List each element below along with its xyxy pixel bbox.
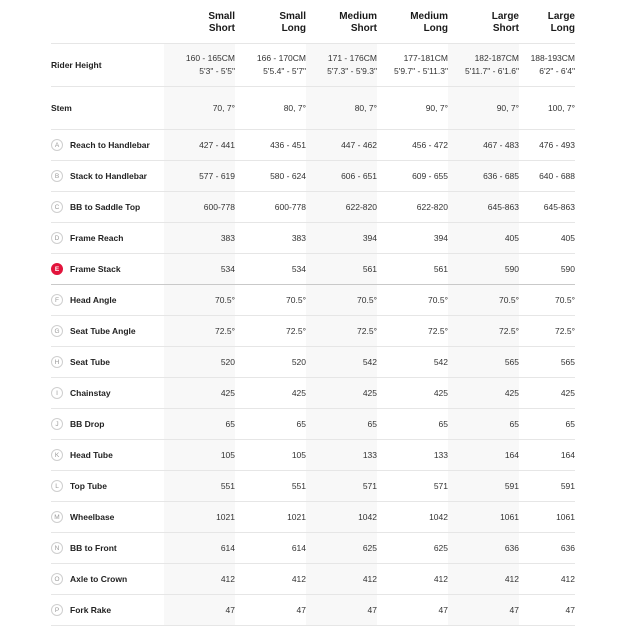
geometry-row — [51, 471, 575, 502]
value-cell: 591 — [519, 471, 575, 502]
geometry-table-container — [51, 0, 573, 626]
measurement-letter-badge[interactable]: I — [51, 387, 63, 399]
geometry-row — [51, 533, 575, 564]
size-name: Small — [208, 10, 235, 22]
value-cell: 65 — [377, 409, 448, 440]
measurement-letter-badge[interactable]: N — [51, 542, 63, 554]
value-cell: 447 - 462 — [306, 130, 377, 161]
value-cell: 645-863 — [519, 192, 575, 223]
height-cm: 188-193CM — [530, 53, 575, 63]
value-cell: 164 — [519, 440, 575, 471]
row-label: Top Tube — [70, 481, 107, 491]
rider-height-cell — [164, 44, 235, 87]
row-label-cell — [51, 254, 164, 285]
size-variant: Short — [350, 22, 377, 34]
measurement-letter-badge[interactable]: H — [51, 356, 63, 368]
value-cell: 133 — [377, 440, 448, 471]
row-label: Frame Stack — [70, 264, 121, 274]
value-cell: 412 — [164, 564, 235, 595]
measurement-letter-badge[interactable]: O — [51, 573, 63, 585]
row-label: Fork Rake — [70, 605, 112, 615]
measurement-letter-badge[interactable]: G — [51, 325, 63, 337]
rider-height-cell — [235, 44, 306, 87]
row-label-cell — [51, 595, 164, 626]
size-column-header — [306, 0, 377, 44]
value-cell: 72.5° — [448, 316, 519, 347]
value-cell: 70.5° — [519, 285, 575, 316]
measurement-letter-badge[interactable]: J — [51, 418, 63, 430]
value-cell: 571 — [306, 471, 377, 502]
geometry-row — [51, 223, 575, 254]
geometry-row — [51, 595, 575, 626]
geometry-row — [51, 502, 575, 533]
value-cell: 72.5° — [306, 316, 377, 347]
size-variant: Short — [208, 22, 235, 34]
stem-cell: 90, 7° — [377, 87, 448, 130]
value-cell: 456 - 472 — [377, 130, 448, 161]
geometry-row — [51, 254, 575, 285]
value-cell: 105 — [235, 440, 306, 471]
value-cell: 133 — [306, 440, 377, 471]
value-cell: 47 — [235, 595, 306, 626]
stem-cell: 90, 7° — [448, 87, 519, 130]
geometry-row — [51, 161, 575, 192]
geometry-row — [51, 285, 575, 316]
geometry-table — [51, 0, 575, 626]
row-label: Frame Reach — [70, 233, 124, 243]
value-cell: 412 — [377, 564, 448, 595]
row-label-cell — [51, 564, 164, 595]
row-label: BB to Front — [70, 543, 117, 553]
row-label: Chainstay — [70, 388, 111, 398]
size-variant: Long — [281, 22, 306, 34]
value-cell: 636 — [448, 533, 519, 564]
value-cell: 72.5° — [164, 316, 235, 347]
value-cell: 551 — [164, 471, 235, 502]
row-label: Axle to Crown — [70, 574, 128, 584]
value-cell: 65 — [235, 409, 306, 440]
value-cell: 47 — [377, 595, 448, 626]
value-cell: 405 — [519, 223, 575, 254]
value-cell: 609 - 655 — [377, 161, 448, 192]
stem-cell: 80, 7° — [235, 87, 306, 130]
rider-height-row — [51, 44, 575, 87]
height-ft: 5'5.4" - 5'7" — [263, 66, 306, 76]
value-cell: 70.5° — [448, 285, 519, 316]
value-cell: 72.5° — [519, 316, 575, 347]
row-label: BB to Saddle Top — [70, 202, 141, 212]
row-label-cell — [51, 471, 164, 502]
value-cell: 1021 — [235, 502, 306, 533]
value-cell: 412 — [306, 564, 377, 595]
value-cell: 561 — [377, 254, 448, 285]
row-label: Head Tube — [70, 450, 113, 460]
size-name: Small — [279, 10, 306, 22]
value-cell: 70.5° — [164, 285, 235, 316]
value-cell: 542 — [306, 347, 377, 378]
size-name: Large — [547, 10, 575, 22]
value-cell: 636 — [519, 533, 575, 564]
measurement-letter-badge[interactable]: P — [51, 604, 63, 616]
value-cell: 561 — [306, 254, 377, 285]
row-label-cell — [51, 502, 164, 533]
geometry-row — [51, 130, 575, 161]
rider-height-cell — [306, 44, 377, 87]
value-cell: 412 — [519, 564, 575, 595]
size-variant: Long — [550, 22, 575, 34]
value-cell: 1061 — [448, 502, 519, 533]
stem-cell: 70, 7° — [164, 87, 235, 130]
value-cell: 72.5° — [377, 316, 448, 347]
height-ft: 5'7.3" - 5'9.3" — [327, 66, 377, 76]
value-cell: 551 — [235, 471, 306, 502]
size-name: Medium — [410, 10, 448, 22]
size-variant: Long — [423, 22, 448, 34]
value-cell: 383 — [235, 223, 306, 254]
value-cell: 580 - 624 — [235, 161, 306, 192]
value-cell: 622-820 — [306, 192, 377, 223]
size-column-header — [377, 0, 448, 44]
rider-height-cell — [519, 44, 575, 87]
measurement-letter-badge[interactable]: A — [51, 139, 63, 151]
size-name: Medium — [339, 10, 377, 22]
value-cell: 577 - 619 — [164, 161, 235, 192]
value-cell: 534 — [235, 254, 306, 285]
value-cell: 405 — [448, 223, 519, 254]
size-name: Large — [491, 10, 519, 22]
value-cell: 640 - 688 — [519, 161, 575, 192]
value-cell: 625 — [377, 533, 448, 564]
geometry-row — [51, 378, 575, 409]
value-cell: 606 - 651 — [306, 161, 377, 192]
row-label: Reach to Handlebar — [70, 140, 150, 150]
geometry-row — [51, 316, 575, 347]
value-cell: 65 — [519, 409, 575, 440]
row-label: Wheelbase — [70, 512, 115, 522]
stem-row — [51, 87, 575, 130]
value-cell: 425 — [519, 378, 575, 409]
value-cell: 65 — [164, 409, 235, 440]
geometry-row — [51, 192, 575, 223]
value-cell: 520 — [235, 347, 306, 378]
row-label-cell — [51, 192, 164, 223]
value-cell: 542 — [377, 347, 448, 378]
value-cell: 70.5° — [235, 285, 306, 316]
row-label: Head Angle — [70, 295, 117, 305]
size-column-header — [519, 0, 575, 44]
value-cell: 1042 — [377, 502, 448, 533]
measurement-letter-badge[interactable]: C — [51, 201, 63, 213]
value-cell: 72.5° — [235, 316, 306, 347]
row-label: Rider Height — [51, 44, 164, 87]
row-label-cell — [51, 440, 164, 471]
value-cell: 70.5° — [377, 285, 448, 316]
value-cell: 383 — [164, 223, 235, 254]
measurement-letter-badge[interactable]: D — [51, 232, 63, 244]
value-cell: 47 — [519, 595, 575, 626]
stem-cell: 80, 7° — [306, 87, 377, 130]
row-label-cell — [51, 347, 164, 378]
size-column-header — [164, 0, 235, 44]
geometry-table-body — [51, 44, 575, 626]
value-cell: 600-778 — [164, 192, 235, 223]
value-cell: 467 - 483 — [448, 130, 519, 161]
value-cell: 65 — [448, 409, 519, 440]
value-cell: 1021 — [164, 502, 235, 533]
value-cell: 645-863 — [448, 192, 519, 223]
row-label: Stack to Handlebar — [70, 171, 147, 181]
geometry-row — [51, 564, 575, 595]
value-cell: 1061 — [519, 502, 575, 533]
value-cell: 425 — [164, 378, 235, 409]
row-label-cell — [51, 130, 164, 161]
value-cell: 565 — [448, 347, 519, 378]
measurement-letter-badge[interactable]: B — [51, 170, 63, 182]
size-column-header — [448, 0, 519, 44]
value-cell: 622-820 — [377, 192, 448, 223]
height-ft: 6'2" - 6'4" — [539, 66, 575, 76]
row-label: Seat Tube — [70, 357, 110, 367]
value-cell: 47 — [306, 595, 377, 626]
value-cell: 1042 — [306, 502, 377, 533]
row-label: Seat Tube Angle — [70, 326, 136, 336]
value-cell: 425 — [235, 378, 306, 409]
value-cell: 591 — [448, 471, 519, 502]
row-label: BB Drop — [70, 419, 105, 429]
height-cm: 182-187CM — [474, 53, 519, 63]
value-cell: 534 — [164, 254, 235, 285]
rider-height-cell — [448, 44, 519, 87]
geometry-row — [51, 347, 575, 378]
height-cm: 171 - 176CM — [327, 53, 377, 63]
value-cell: 425 — [448, 378, 519, 409]
value-cell: 590 — [448, 254, 519, 285]
value-cell: 571 — [377, 471, 448, 502]
size-variant: Short — [492, 22, 519, 34]
value-cell: 412 — [448, 564, 519, 595]
row-label: Stem — [51, 87, 164, 130]
value-cell: 614 — [164, 533, 235, 564]
value-cell: 436 - 451 — [235, 130, 306, 161]
rider-height-cell — [377, 44, 448, 87]
value-cell: 476 - 493 — [519, 130, 575, 161]
row-label-cell — [51, 533, 164, 564]
value-cell: 625 — [306, 533, 377, 564]
value-cell: 105 — [164, 440, 235, 471]
row-label-cell — [51, 285, 164, 316]
size-column-header — [235, 0, 306, 44]
header-spacer — [51, 0, 164, 44]
value-cell: 47 — [448, 595, 519, 626]
value-cell: 427 - 441 — [164, 130, 235, 161]
height-ft: 5'11.7" - 6'1.6" — [464, 66, 519, 76]
value-cell: 565 — [519, 347, 575, 378]
value-cell: 425 — [377, 378, 448, 409]
height-cm: 166 - 170CM — [256, 53, 306, 63]
value-cell: 70.5° — [306, 285, 377, 316]
row-label-cell — [51, 409, 164, 440]
value-cell: 412 — [235, 564, 306, 595]
height-cm: 177-181CM — [403, 53, 448, 63]
geometry-row — [51, 409, 575, 440]
measurement-letter-badge[interactable]: E — [51, 263, 63, 275]
height-ft: 5'9.7" - 5'11.3" — [393, 66, 448, 76]
value-cell: 394 — [377, 223, 448, 254]
geometry-row — [51, 440, 575, 471]
value-cell: 600-778 — [235, 192, 306, 223]
value-cell: 425 — [306, 378, 377, 409]
value-cell: 164 — [448, 440, 519, 471]
measurement-letter-badge[interactable]: L — [51, 480, 63, 492]
stem-cell: 100, 7° — [519, 87, 575, 130]
row-label-cell — [51, 161, 164, 192]
row-label-cell — [51, 223, 164, 254]
value-cell: 65 — [306, 409, 377, 440]
value-cell: 47 — [164, 595, 235, 626]
height-ft: 5'3" - 5'5" — [199, 66, 235, 76]
row-label-cell — [51, 378, 164, 409]
value-cell: 614 — [235, 533, 306, 564]
measurement-letter-badge[interactable]: K — [51, 449, 63, 461]
value-cell: 394 — [306, 223, 377, 254]
measurement-letter-badge[interactable]: F — [51, 294, 63, 306]
row-label-cell — [51, 316, 164, 347]
measurement-letter-badge[interactable]: M — [51, 511, 63, 523]
value-cell: 590 — [519, 254, 575, 285]
height-cm: 160 - 165CM — [185, 53, 235, 63]
size-header-row — [51, 0, 575, 44]
value-cell: 520 — [164, 347, 235, 378]
value-cell: 636 - 685 — [448, 161, 519, 192]
